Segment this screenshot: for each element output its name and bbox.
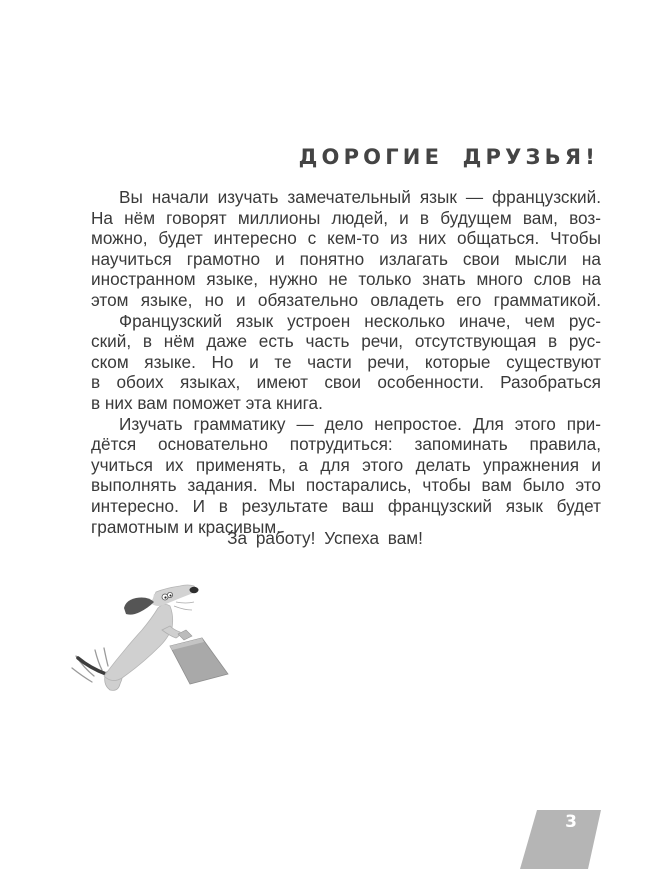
paragraph-3 <box>63 414 601 538</box>
text-line: Вы начали изучать замечательный язык — французский. <box>119 187 601 207</box>
text-line: в обоих языках, имеют свои особенности. Разобраться <box>91 372 601 393</box>
paragraph-1 <box>63 187 601 311</box>
text-line: выполнять задания. Мы постарались, чтобы вам было это <box>91 475 601 496</box>
page-number: 3 <box>565 812 577 832</box>
text-line: На нём говорят миллионы людей, и в будущем вам, воз- <box>91 207 601 228</box>
text-line: интересно. И в результате ваш французский язык будет <box>91 495 601 516</box>
text-line: в них вам поможет эта книга. <box>91 392 323 413</box>
paragraph-2 <box>63 311 601 414</box>
text-line: Французский язык устроен несколько иначе, чем рус- <box>119 310 601 331</box>
text-line: иностранном языке, нужно не только знать много слов на <box>91 269 601 290</box>
text-line: можно, будет интересно с кем-то из них общаться. Чтобы <box>91 228 601 249</box>
text-line: этом языке, но и обязательно овладеть его грамматикой. <box>91 289 601 310</box>
text-line: грамотным и красивым. <box>91 516 281 537</box>
body-text <box>63 187 601 537</box>
page-title: ДОРОГИЕ ДРУЗЬЯ! <box>298 145 599 169</box>
text-line: ском языке. Но и те части речи, которые существуют <box>91 351 601 372</box>
text-line: Изучать грамматику — дело непростое. Для этого при- <box>119 413 601 434</box>
closing-line: За работу! Успеха вам! <box>227 528 423 548</box>
dog-with-book-icon <box>62 572 252 712</box>
text-line: учиться их применять, а для этого делать упражнения и <box>91 454 601 475</box>
text-line: ский, в нём даже есть часть речи, отсутствующая в рус- <box>91 331 601 352</box>
text-line: дётся основательно потрудиться: запоминать правила, <box>91 434 601 455</box>
text-line: научиться грамотно и понятно излагать свои мысли на <box>91 248 601 269</box>
